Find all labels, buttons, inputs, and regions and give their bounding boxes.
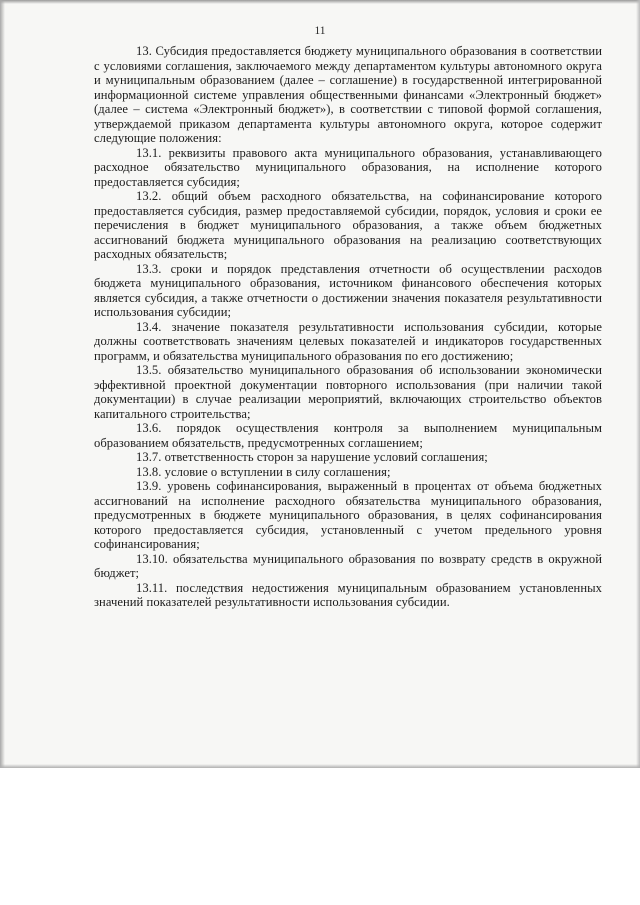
paragraph-13-2: 13.2. общий объем расходного обязательства, на софинансирование которого предоставляется субсидия, размер предоставляемой субсидии, порядок, условия и сроки ее перечисления в бюджет муниципального образования, а также объем бюджетных ассигнований бюджета муниципального образования на реализацию соответствующих расходных обязательств; [94, 189, 602, 261]
paragraph-13-9: 13.9. уровень софинансирования, выраженный в процентах от объема бюджетных ассигнований на исполнение расходного обязательства муниципального образования, предусмотренных в бюджете муниципального образования, в целях софинансирования которого предоставляется субсидия, установленный с учетом предельного уровня софинансирования; [94, 479, 602, 551]
paragraph-13-5: 13.5. обязательство муниципального образования об использовании экономически эффективной проектной документации повторного использования (при наличии такой документации) в случае реализации мероприятий, включающих строительство объектов капитального строительства; [94, 363, 602, 421]
paragraph-13-6: 13.6. порядок осуществления контроля за выполнением муниципальным образованием обязательств, предусмотренных соглашением; [94, 421, 602, 450]
document-body [94, 44, 602, 610]
paragraph-13-7: 13.7. ответственность сторон за нарушение условий соглашения; [136, 450, 488, 464]
paragraph-13-1: 13.1. реквизиты правового акта муниципального образования, устанавливающего расходное обязательство муниципального образования, на исполнение которого предоставляется субсидия; [94, 145, 602, 189]
scan-right-shadow [636, 0, 640, 768]
blank-area [0, 768, 640, 905]
page-number: 11 [314, 25, 326, 37]
paragraph-13-8: 13.8. условие о вступлении в силу соглашения; [136, 464, 391, 479]
scan-top-shadow [0, 0, 640, 4]
paragraph-13-3: 13.3. сроки и порядок представления отчетности об осуществлении расходов бюджета муниципального образования, источником финансового обеспечения которых является субсидия, а также отчетности о достижении значения показателя результативности использования субсидии; [94, 261, 602, 319]
paragraph-13-10: 13.10. обязательства муниципального образования по возврату средств в окружной бюджет; [94, 551, 602, 580]
paragraph-13: 13. Субсидия предоставляется бюджету муниципального образования в соответствии с условиями соглашения, заключаемого между департаментом культуры автономного округа и муниципальным образованием (далее – соглашение) в государственной интегрированной информационной системе управления общественными финансами «Электронный бюджет» (далее – система «Электронный бюджет»), в соответствии с типовой формой соглашения, утверждаемой приказом департамента культуры автономного округа, которое содержит следующие положения: [94, 44, 602, 145]
paragraph-13-11: 13.11. последствия недостижения муниципальным образованием установленных значений показателей результативности использования субсидии. [94, 580, 602, 609]
paragraph-13-4: 13.4. значение показателя результативности использования субсидии, которые должны соответствовать значениям целевых показателей и индикаторов государственных программ, и обязательства муниципального образования по его достижению; [94, 319, 602, 363]
scan-left-shadow [0, 0, 5, 768]
